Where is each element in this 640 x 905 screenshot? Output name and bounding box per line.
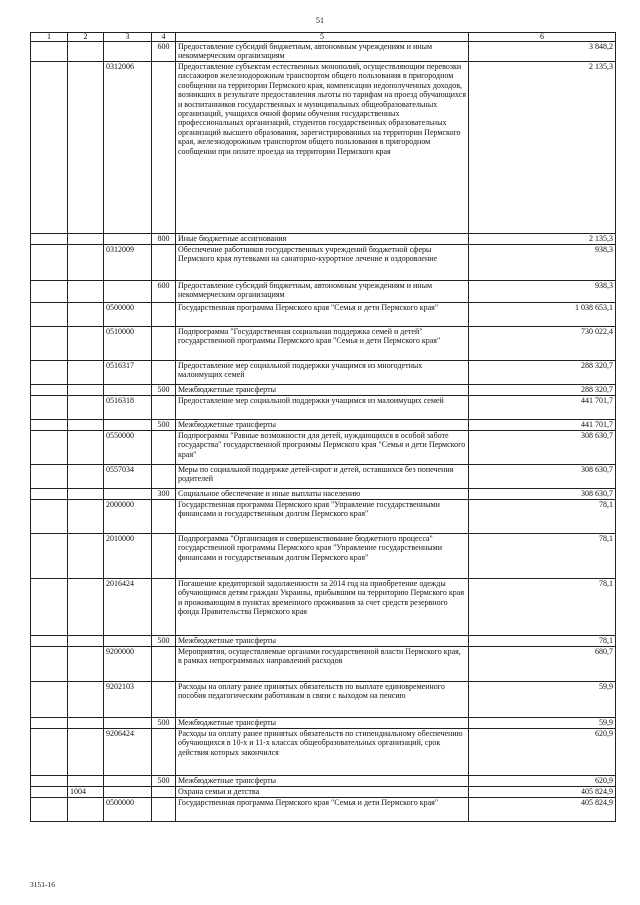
cell-c6: 620,9 xyxy=(469,776,616,787)
cell-c5: Межбюджетные трансферты xyxy=(176,385,469,396)
cell-c1 xyxy=(31,787,68,798)
cell-c6: 78,1 xyxy=(469,636,616,647)
cell-c3: 9206424 xyxy=(104,729,152,776)
cell-c1 xyxy=(31,396,68,420)
cell-c6: 405 824,9 xyxy=(469,787,616,798)
cell-c3 xyxy=(104,718,152,729)
cell-c1 xyxy=(31,327,68,361)
cell-c1 xyxy=(31,729,68,776)
cell-c3: 2010000 xyxy=(104,534,152,579)
cell-c6: 405 824,9 xyxy=(469,798,616,822)
cell-c1 xyxy=(31,385,68,396)
cell-c5: Подпрограмма "Государственная социальная поддержка семей и детей" государственной программы Пермского края "Семья и дети Пермского края" xyxy=(176,327,469,361)
cell-c5: Социальное обеспечение и иные выплаты населению xyxy=(176,489,469,500)
table-body xyxy=(31,42,616,822)
table-row xyxy=(31,420,616,431)
cell-c6: 680,7 xyxy=(469,647,616,682)
cell-c5: Иные бюджетные ассигнования xyxy=(176,234,469,245)
cell-c4: 500 xyxy=(152,636,176,647)
cell-c2 xyxy=(68,361,104,385)
cell-c2 xyxy=(68,489,104,500)
cell-c6: 78,1 xyxy=(469,534,616,579)
cell-c3: 0500000 xyxy=(104,798,152,822)
table-row xyxy=(31,776,616,787)
cell-c2 xyxy=(68,385,104,396)
cell-c4: 300 xyxy=(152,489,176,500)
column-header-5: 5 xyxy=(176,33,469,42)
cell-c4 xyxy=(152,729,176,776)
cell-c4 xyxy=(152,682,176,718)
cell-c2 xyxy=(68,327,104,361)
cell-c1 xyxy=(31,465,68,489)
column-header-2: 2 xyxy=(68,33,104,42)
cell-c4 xyxy=(152,647,176,682)
table-row xyxy=(31,327,616,361)
cell-c3 xyxy=(104,42,152,62)
table-row xyxy=(31,489,616,500)
table-row xyxy=(31,42,616,62)
table-row xyxy=(31,431,616,465)
cell-c3: 0516317 xyxy=(104,361,152,385)
cell-c6: 938,3 xyxy=(469,281,616,303)
cell-c3: 2016424 xyxy=(104,579,152,636)
table-row xyxy=(31,234,616,245)
table-row xyxy=(31,245,616,281)
column-header-3: 3 xyxy=(104,33,152,42)
cell-c1 xyxy=(31,420,68,431)
table-row xyxy=(31,500,616,534)
cell-c6: 308 630,7 xyxy=(469,489,616,500)
column-header-4: 4 xyxy=(152,33,176,42)
cell-c1 xyxy=(31,245,68,281)
cell-c3 xyxy=(104,234,152,245)
cell-c6: 59,9 xyxy=(469,718,616,729)
cell-c2 xyxy=(68,682,104,718)
cell-c5: Государственная программа Пермского края "Управление государственными финансами и государственным долгом Пермского края" xyxy=(176,500,469,534)
cell-c3: 0510000 xyxy=(104,327,152,361)
cell-c5: Расходы на оплату ранее принятых обязательств по выплате единовременного пособия педагогическим работникам в связи с выходом на пенсию xyxy=(176,682,469,718)
cell-c2 xyxy=(68,647,104,682)
table-row xyxy=(31,647,616,682)
cell-c1 xyxy=(31,489,68,500)
cell-c5: Предоставление субсидий бюджетным, автономным учреждениям и иным некоммерческим организациям xyxy=(176,42,469,62)
cell-c5: Погашение кредиторской задолженности за 2014 год на приобретение одежды обучающимся детям граждан Украины, прибывшим на территорию Пермского края и проживающим в пунктах временного проживания за счет средств резервного фонда Правительства Пермского края xyxy=(176,579,469,636)
cell-c4 xyxy=(152,245,176,281)
cell-c1 xyxy=(31,776,68,787)
cell-c6: 78,1 xyxy=(469,579,616,636)
table-row xyxy=(31,787,616,798)
table-row xyxy=(31,579,616,636)
cell-c2 xyxy=(68,281,104,303)
cell-c4 xyxy=(152,798,176,822)
cell-c1 xyxy=(31,579,68,636)
cell-c1 xyxy=(31,682,68,718)
table-row xyxy=(31,303,616,327)
cell-c4: 500 xyxy=(152,776,176,787)
cell-c3: 0500000 xyxy=(104,303,152,327)
cell-c4 xyxy=(152,361,176,385)
cell-c5: Мероприятия, осуществляемые органами государственной власти Пермского края, в рамках непрограммных направлений расходов xyxy=(176,647,469,682)
cell-c3 xyxy=(104,776,152,787)
table-row xyxy=(31,682,616,718)
table-row xyxy=(31,636,616,647)
cell-c6: 59,9 xyxy=(469,682,616,718)
cell-c2 xyxy=(68,234,104,245)
cell-c2 xyxy=(68,303,104,327)
cell-c4 xyxy=(152,396,176,420)
cell-c5: Охрана семьи и детства xyxy=(176,787,469,798)
cell-c2 xyxy=(68,465,104,489)
cell-c4 xyxy=(152,579,176,636)
cell-c2 xyxy=(68,431,104,465)
cell-c6: 441 701,7 xyxy=(469,396,616,420)
cell-c1 xyxy=(31,361,68,385)
table-row xyxy=(31,62,616,234)
cell-c1 xyxy=(31,303,68,327)
cell-c2 xyxy=(68,636,104,647)
cell-c1 xyxy=(31,234,68,245)
cell-c6: 441 701,7 xyxy=(469,420,616,431)
cell-c6: 78,1 xyxy=(469,500,616,534)
cell-c3 xyxy=(104,385,152,396)
cell-c4 xyxy=(152,465,176,489)
cell-c5: Межбюджетные трансферты xyxy=(176,718,469,729)
cell-c6: 2 135,3 xyxy=(469,234,616,245)
cell-c5: Предоставление субсидий бюджетным, автономным учреждениям и иным некоммерческим организациям xyxy=(176,281,469,303)
cell-c1 xyxy=(31,431,68,465)
cell-c2 xyxy=(68,396,104,420)
cell-c4: 500 xyxy=(152,718,176,729)
table-row xyxy=(31,798,616,822)
cell-c1 xyxy=(31,636,68,647)
column-header-6: 6 xyxy=(469,33,616,42)
cell-c6: 308 630,7 xyxy=(469,465,616,489)
cell-c5: Предоставление субъектам естественных монополий, осуществляющим перевозки пассажиров железнодорожным транспортом общего пользования в пригородном сообщении на территории Пермского края, компенсации недополученных доходов, возникших в результате предоставления льготы по тарифам на проезд обучающихся и воспитанников государственных и муниципальных общеобразовательных организаций, учащихся очной формы обучения государственных профессиональных организаций, студентов государственных образовательных организаций высшего образования, зарегистрированных на территории Пермского края, железнодорожным транспортом общего пользования в пригородном сообщении при оплате проезда на территории Пермского края xyxy=(176,62,469,234)
cell-c1 xyxy=(31,647,68,682)
cell-c6: 308 630,7 xyxy=(469,431,616,465)
cell-c6: 288 320,7 xyxy=(469,361,616,385)
cell-c4 xyxy=(152,303,176,327)
column-header-1: 1 xyxy=(31,33,68,42)
cell-c2 xyxy=(68,718,104,729)
cell-c6: 2 135,3 xyxy=(469,62,616,234)
cell-c4: 800 xyxy=(152,234,176,245)
cell-c3: 0312009 xyxy=(104,245,152,281)
cell-c5: Меры по социальной поддержке детей-сирот и детей, оставшихся без попечения родителей xyxy=(176,465,469,489)
cell-c4 xyxy=(152,500,176,534)
cell-c3: 9202103 xyxy=(104,682,152,718)
cell-c1 xyxy=(31,798,68,822)
cell-c3 xyxy=(104,636,152,647)
cell-c1 xyxy=(31,534,68,579)
table-row xyxy=(31,718,616,729)
cell-c6: 3 848,2 xyxy=(469,42,616,62)
cell-c5: Межбюджетные трансферты xyxy=(176,420,469,431)
cell-c3: 0550000 xyxy=(104,431,152,465)
cell-c3: 9200000 xyxy=(104,647,152,682)
cell-c2 xyxy=(68,579,104,636)
cell-c4: 600 xyxy=(152,42,176,62)
cell-c3: 2000000 xyxy=(104,500,152,534)
footer-code: 3151-16 xyxy=(30,880,55,889)
cell-c5: Обеспечение работников государственных учреждений бюджетной сферы Пермского края путевками на санаторно-курортное лечение и оздоровление xyxy=(176,245,469,281)
cell-c4 xyxy=(152,327,176,361)
cell-c5: Подпрограмма "Организация и совершенствование бюджетного процесса" государственной программы Пермского края "Управление государственными финансами и государственным долгом Пермского края" xyxy=(176,534,469,579)
cell-c4 xyxy=(152,62,176,234)
cell-c2 xyxy=(68,42,104,62)
cell-c5: Межбюджетные трансферты xyxy=(176,636,469,647)
cell-c3 xyxy=(104,281,152,303)
cell-c4 xyxy=(152,431,176,465)
budget-table xyxy=(30,32,616,822)
table-row xyxy=(31,396,616,420)
cell-c2 xyxy=(68,420,104,431)
cell-c1 xyxy=(31,281,68,303)
page-number: 51 xyxy=(316,16,324,25)
cell-c3 xyxy=(104,420,152,431)
cell-c2 xyxy=(68,62,104,234)
cell-c2 xyxy=(68,500,104,534)
cell-c3 xyxy=(104,787,152,798)
cell-c3: 0557034 xyxy=(104,465,152,489)
cell-c6: 1 038 653,1 xyxy=(469,303,616,327)
cell-c1 xyxy=(31,500,68,534)
table-header-row xyxy=(31,33,616,42)
cell-c2 xyxy=(68,534,104,579)
cell-c6: 938,3 xyxy=(469,245,616,281)
table-row xyxy=(31,465,616,489)
cell-c3: 0312006 xyxy=(104,62,152,234)
table-row xyxy=(31,361,616,385)
cell-c5: Расходы на оплату ранее принятых обязательств по стипендиальному обеспечению обучающихся в 10-х и 11-х классах общеобразовательных организаций, срок действия которых закончился xyxy=(176,729,469,776)
cell-c4: 600 xyxy=(152,281,176,303)
cell-c5: Предоставление мер социальной поддержки учащимся из многодетных малоимущих семей xyxy=(176,361,469,385)
cell-c4 xyxy=(152,787,176,798)
table-row xyxy=(31,385,616,396)
cell-c6: 620,9 xyxy=(469,729,616,776)
cell-c5: Государственная программа Пермского края "Семья и дети Пермского края" xyxy=(176,798,469,822)
cell-c2 xyxy=(68,776,104,787)
cell-c5: Предоставление мер социальной поддержки учащимся из малоимущих семей xyxy=(176,396,469,420)
cell-c2: 1004 xyxy=(68,787,104,798)
cell-c1 xyxy=(31,718,68,729)
cell-c4: 500 xyxy=(152,385,176,396)
cell-c4: 500 xyxy=(152,420,176,431)
cell-c2 xyxy=(68,245,104,281)
cell-c3 xyxy=(104,489,152,500)
cell-c1 xyxy=(31,62,68,234)
table-row xyxy=(31,729,616,776)
cell-c5: Межбюджетные трансферты xyxy=(176,776,469,787)
table-row xyxy=(31,534,616,579)
cell-c2 xyxy=(68,798,104,822)
cell-c1 xyxy=(31,42,68,62)
table-row xyxy=(31,281,616,303)
cell-c6: 730 022,4 xyxy=(469,327,616,361)
cell-c5: Подпрограмма "Равные возможности для детей, нуждающихся в особой заботе государства" государственной программы Пермского края "Семья и дети Пермского края" xyxy=(176,431,469,465)
cell-c4 xyxy=(152,534,176,579)
cell-c3: 0516318 xyxy=(104,396,152,420)
cell-c5: Государственная программа Пермского края "Семья и дети Пермского края" xyxy=(176,303,469,327)
cell-c6: 288 320,7 xyxy=(469,385,616,396)
cell-c2 xyxy=(68,729,104,776)
